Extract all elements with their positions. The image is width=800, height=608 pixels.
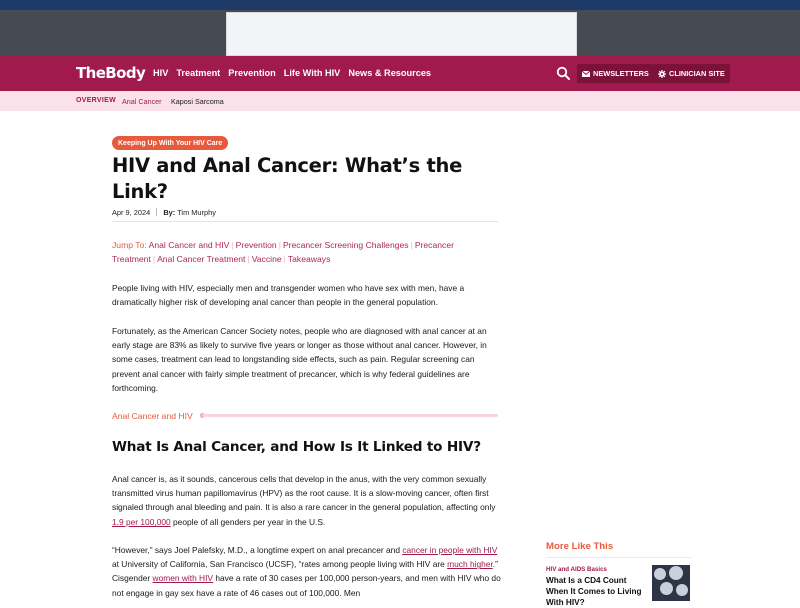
- p4-text-c: .” Cisgender: [112, 559, 498, 584]
- link-cancer-in-people-with-hiv[interactable]: cancer in people with HIV: [402, 545, 498, 555]
- paragraph-intro: People living with HIV, especially men and transgender women who have sex with men, have a dramatically higher risk of developing anal cancer than people in the general population.: [112, 283, 465, 308]
- section-label: Anal Cancer and HIV: [112, 411, 193, 421]
- subnav-item-anal-cancer[interactable]: Anal Cancer: [122, 97, 162, 106]
- newsletters-label: NEWSLETTERS: [593, 69, 649, 78]
- meta-divider: [156, 208, 157, 216]
- section-heading: What Is Anal Cancer, and How Is It Linked to HIV?: [112, 439, 481, 455]
- ad-slot[interactable]: [226, 12, 577, 56]
- jump-link-takeaways[interactable]: Takeaways: [287, 254, 331, 264]
- paragraph-what-is: [112, 472, 504, 529]
- byline-label: By:: [163, 208, 176, 217]
- p4-text-b: at University of California, San Francisco (UCSF), “rates among people living with HIV are: [112, 559, 448, 570]
- newsletters-button[interactable]: [577, 64, 654, 83]
- jump-to-nav: Jump To: Anal Cancer and HIV | Prevention | Precancer Screening Challenges | Precancer Treatment | Anal Cancer Treatment | Vaccine | Takeaways: [112, 240, 454, 264]
- p3-text-a: Anal cancer is, as it sounds, cancerous cells that develop in the anus, with the very common sexually transmitted virus human papillomavirus (HPV) as the root cause. It is a slow-moving cancer, often first signaled through anal bleeding and pain. It is also a rare cancer in the general population, affecting only: [112, 474, 496, 513]
- main-nav: [0, 56, 800, 91]
- jump-link-precancer-treatment[interactable]: Precancer Treatment: [112, 240, 454, 264]
- top-ad-band: [0, 0, 800, 56]
- site-logo[interactable]: TheBody: [76, 64, 146, 82]
- envelope-icon: [582, 71, 590, 77]
- jump-to-label: Jump To:: [112, 240, 147, 250]
- search-button[interactable]: [556, 66, 571, 81]
- p4-text-d: have a rate of 30 cases per 100,000 person-years, and men with HIV who do not engage in gay sex have a rate of 46 cases out of 100,000. Men: [112, 573, 501, 598]
- paragraph-survival: Fortunately, as the American Cancer Society notes, people who are diagnosed with anal cancer at an early stage are 83% as likely to survive five years or longer as those without anal cancer. However, in some cases, treatment can lead to longstanding side effects, such as pain. Regular screening can prevent anal cancer with fairly simple treatment of precancer, which is why federal guidelines are forthcoming.: [112, 326, 487, 393]
- article-meta: [112, 208, 216, 217]
- subnav-overview[interactable]: OVERVIEW: [76, 97, 117, 104]
- article-title: HIV and Anal Cancer: What’s the Link?: [112, 154, 462, 203]
- gear-icon: [658, 70, 666, 78]
- related-article-thumbnail[interactable]: [652, 565, 690, 601]
- subnav-item-kaposi-sarcoma[interactable]: Kaposi Sarcoma: [171, 97, 224, 106]
- more-like-this-heading: More Like This: [546, 541, 614, 552]
- article-tag[interactable]: Keeping Up With Your HIV Care: [112, 136, 228, 150]
- article-date: Apr 9, 2024: [112, 208, 151, 217]
- nav-link-life-with-hiv[interactable]: Life With HIV: [283, 68, 341, 78]
- link-much-higher[interactable]: much higher: [447, 559, 493, 570]
- link-women-with-hiv[interactable]: women with HIV: [152, 573, 214, 584]
- link-incidence-rate[interactable]: 1.9 per 100,000: [112, 516, 171, 527]
- header-divider: [112, 221, 498, 222]
- clinician-site-button[interactable]: [653, 64, 730, 83]
- jump-link-anal-cancer-and-hiv[interactable]: Anal Cancer and HIV: [148, 240, 230, 250]
- jump-link-vaccine[interactable]: Vaccine: [251, 254, 282, 264]
- nav-link-prevention[interactable]: Prevention: [228, 68, 276, 78]
- sub-nav: [0, 91, 800, 111]
- nav-link-treatment[interactable]: Treatment: [176, 68, 221, 78]
- article-author[interactable]: Tim Murphy: [177, 208, 216, 217]
- jump-link-anal-cancer-treatment[interactable]: Anal Cancer Treatment: [157, 254, 246, 264]
- jump-link-prevention[interactable]: Prevention: [235, 240, 277, 250]
- nav-link-hiv[interactable]: HIV: [153, 68, 169, 78]
- p3-text-b: people of all genders per year in the U.S.: [170, 516, 326, 527]
- related-category[interactable]: HIV and AIDS Basics: [546, 566, 607, 573]
- p4-text-a: “However,” says Joel Palefsky, M.D., a longtime expert on anal precancer and: [112, 545, 403, 555]
- search-icon: [556, 66, 571, 81]
- jump-link-precancer-screening[interactable]: Precancer Screening Challenges: [282, 240, 409, 250]
- sidebar-divider: [546, 557, 692, 558]
- related-article-title[interactable]: What Is a CD4 Count When It Comes to Living With HIV?: [546, 576, 642, 607]
- paragraph-palefsky: [112, 543, 504, 600]
- nav-link-news-resources[interactable]: News & Resources: [348, 68, 432, 78]
- nav-links: [153, 68, 431, 78]
- clinician-site-label: CLINICIAN SITE: [669, 69, 725, 78]
- section-divider: [202, 414, 498, 417]
- top-stripe: [0, 0, 800, 10]
